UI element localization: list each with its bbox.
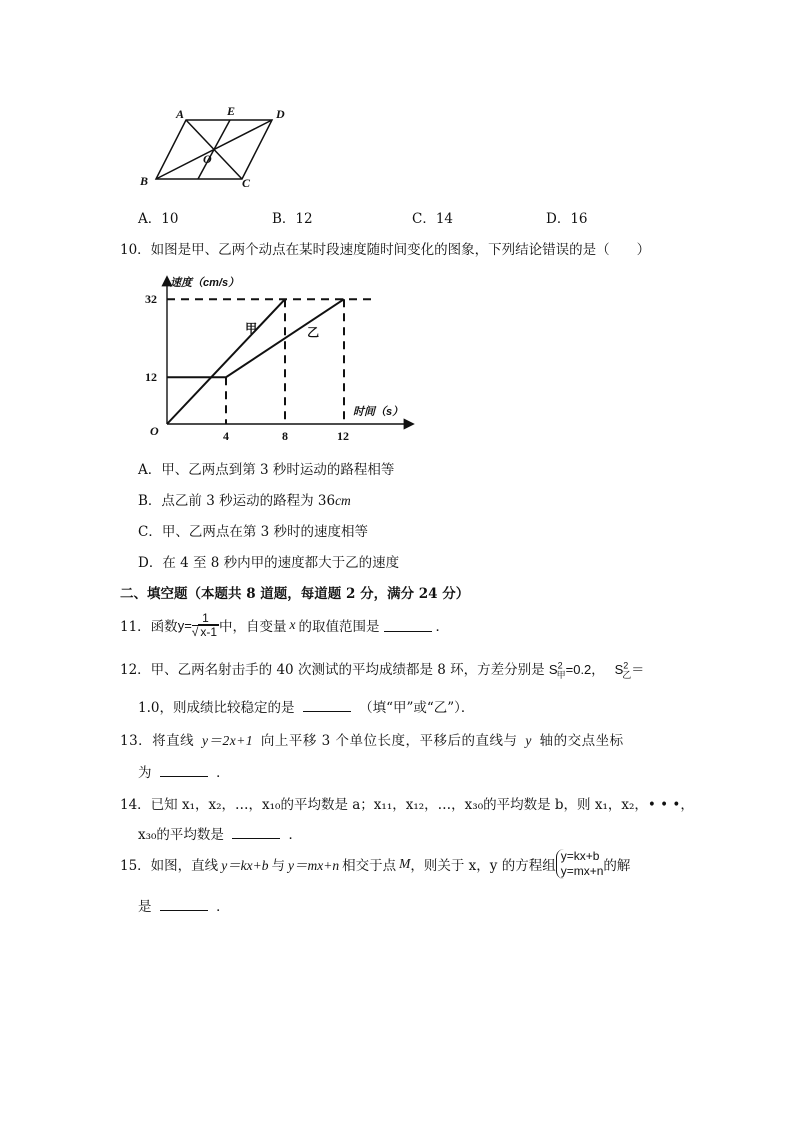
q15-line1: [120, 846, 630, 882]
label-O: O: [203, 152, 212, 166]
q12-text: 12．甲、乙两名射击手的 40 次测试的平均成绩都是 8 环，方差分别是: [120, 662, 545, 678]
q13-answer-blank[interactable]: [160, 764, 208, 777]
q15-answer-blank[interactable]: [160, 898, 208, 911]
q11-denominator: √ x-1: [191, 624, 218, 639]
q15-end: ．: [216, 899, 230, 915]
q13-line2: [138, 761, 230, 781]
q11-fraction: [192, 612, 219, 639]
q15-eq2: y＝mx+n: [288, 858, 340, 873]
q10-option-d: D．在 4 至 8 秒内甲的速度都大于乙的速度: [138, 555, 400, 571]
q15-b: 相交于点: [342, 858, 397, 874]
q15-eq1: y＝kx+b: [221, 858, 269, 873]
x-tick-12: 12: [337, 429, 349, 443]
q15-c: ，则关于 x，y 的方程组: [410, 858, 556, 874]
q12-line2: [138, 696, 474, 716]
q10-option-a: A．甲、乙两点到第 3 秒时运动的路程相等: [138, 462, 395, 478]
q10-option-b-unit: cm: [335, 493, 351, 508]
q15-line2: [138, 895, 230, 915]
label-A: A: [176, 107, 185, 121]
q11-var: x: [289, 617, 296, 632]
q12-line2-text: 1.0，则成绩比较稳定的是: [138, 700, 295, 716]
q14-answer-blank[interactable]: [232, 826, 280, 839]
label-E: E: [227, 104, 236, 118]
q13-y: y: [525, 733, 532, 748]
speed-time-chart: [140, 268, 420, 448]
y-axis-label: 速度（cm/s）: [170, 277, 240, 289]
label-C: C: [242, 176, 251, 190]
x-tick-8: 8: [282, 429, 288, 443]
q15-sys1: y=kx+b: [560, 849, 600, 863]
q10-option-c: C．甲、乙两点在第 3 秒时的速度相等: [138, 524, 369, 540]
q12-s-yi-symbol: S: [614, 662, 624, 677]
label-B: B: [140, 174, 149, 188]
q11-numerator: 1: [192, 612, 219, 626]
q12-s-yi-sub: 乙: [622, 669, 632, 680]
series-label-yi: 乙: [307, 325, 320, 340]
q9-option-b: B．12: [272, 211, 313, 227]
q15-a: 15．如图，直线: [120, 858, 219, 874]
q15-d: 的解: [603, 858, 631, 874]
q11-tail: 的取值范围是: [298, 619, 380, 635]
y-tick-32: 32: [145, 292, 157, 307]
q11-radicand: x-1: [200, 624, 218, 639]
q15-mid: 与: [271, 858, 286, 874]
q12-s-jia: [548, 660, 605, 680]
q12-val-jia: =0.2，: [565, 662, 605, 677]
section-title: 二、填空题（本题共 8 道题，每道题 2 分，满分 24 分）: [120, 586, 470, 602]
q15-equation-system: [556, 849, 604, 879]
q9-option-c: C．14: [412, 211, 454, 227]
q13-eq: y＝2x+1: [201, 733, 254, 748]
q12-line1: [120, 658, 644, 681]
q12-s-jia-sub: 甲: [556, 669, 566, 680]
q15-line2-text: 是: [138, 899, 152, 915]
q11-prefix: 11．函数: [120, 619, 178, 635]
q15-sys2: y=mx+n: [560, 864, 604, 878]
q13-b: 向上平移 3 个单位长度，平移后的直线与: [260, 733, 518, 749]
origin-label: O: [150, 424, 159, 438]
q12-s-yi: [614, 660, 645, 680]
q14-line2-text: x₃₀的平均数是: [138, 827, 224, 843]
q12-s-yi-sup: 2: [623, 660, 629, 671]
q13-line1: [120, 729, 624, 749]
x-tick-4: 4: [223, 429, 229, 443]
q14-line1: 14．已知 x₁，x₂，…，x₁₀的平均数是 a；x₁₁，x₁₂，…，x₃₀的平均数是 b，则 x₁，x₂，• • •，: [120, 797, 694, 813]
q10-option-b-text: B．点乙前 3 秒运动的路程为 36: [138, 493, 336, 509]
q9-option-a: A．10: [138, 211, 179, 227]
q12-s-jia-sup: 2: [557, 660, 563, 671]
q11-y: y=: [177, 617, 192, 633]
q12-line2-tail: （填“甲”或“乙”）．: [359, 700, 475, 716]
label-D: D: [276, 107, 285, 121]
q12-val-yi: ＝: [631, 662, 645, 677]
q13-c: 轴的交点坐标: [539, 733, 624, 749]
q14-end: ．: [288, 827, 303, 843]
q12-answer-blank[interactable]: [303, 699, 351, 712]
y-tick-12: 12: [145, 370, 157, 385]
q11-end: ．: [435, 619, 450, 635]
q11: [120, 610, 449, 640]
parallelogram-figure: [130, 100, 300, 195]
q11-suffix: 中，自变量: [219, 619, 287, 635]
q14-line2: [138, 823, 302, 843]
series-label-jia: 甲: [245, 321, 258, 336]
q10-option-b: [138, 489, 351, 509]
q13-line2-text: 为: [138, 765, 152, 781]
q9-option-d: D．16: [546, 211, 588, 227]
x-axis-label: 时间（s）: [353, 406, 404, 418]
q13-end: ．: [216, 765, 230, 781]
q13-a: 13．将直线: [120, 733, 195, 749]
q12-s-jia-symbol: S: [548, 662, 558, 677]
q15-M: M: [399, 856, 411, 871]
q10-stem: 10．如图是甲、乙两个动点在某时段速度随时间变化的图象，下列结论错误的是（ ）: [120, 242, 651, 258]
q11-answer-blank[interactable]: [384, 619, 432, 632]
